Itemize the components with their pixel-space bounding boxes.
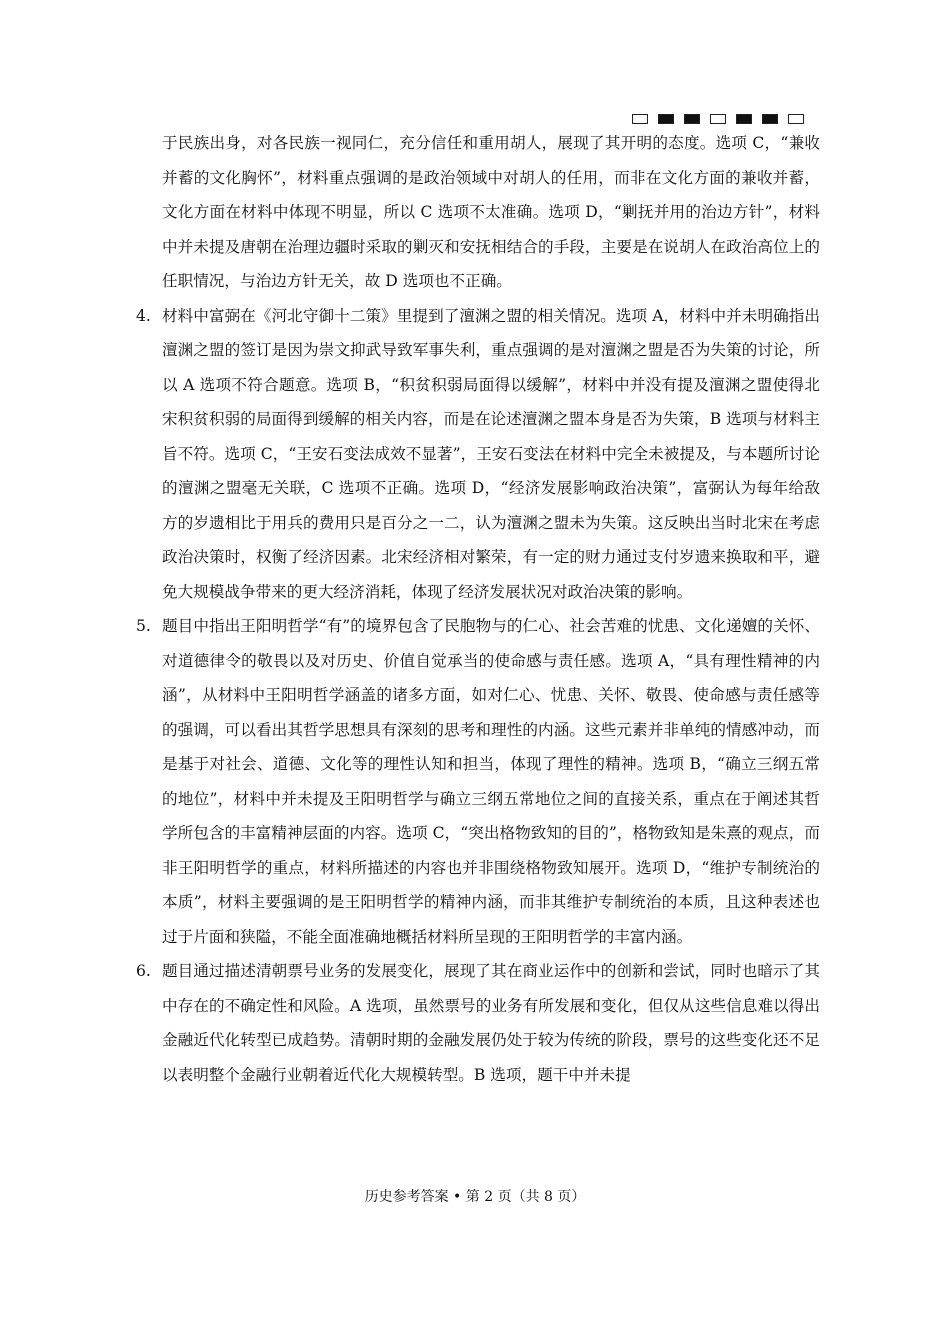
mark-filled-4 [762, 114, 778, 124]
item-number: 6. [136, 962, 151, 980]
answer-content [130, 126, 820, 1092]
mark-empty-3 [788, 114, 804, 124]
page-footer: 历史参考答案 • 第 2 页（共 8 页） [364, 1189, 586, 1205]
mark-filled-3 [736, 114, 752, 124]
item-text: 题目通过描述清朝票号业务的发展变化，展现了其在商业运作中的创新和尝试，同时也暗示了其中存在的不确定性和风险。A 选项，虽然票号的业务有所发展和变化，但仅从这些信息难以得出金融近代化转型已成趋势。清朝时期的金融发展仍处于较为传统的阶段，票号的这些变化还不足以表明整个金融行业朝着近代化大规模转型。B 选项，题干中并未提 [162, 962, 820, 1084]
answer-item-4 [130, 299, 820, 610]
answer-item-6 [130, 954, 820, 1092]
answer-item-5 [130, 609, 820, 954]
item-text: 题目中指出王阳明哲学“有”的境界包含了民胞物与的仁心、社会苦难的忧患、文化递嬗的关怀、对道德律令的敬畏以及对历史、价值自觉承当的使命感与责任感。选项 A，“具有理性精神的内涵”，从材料中王阳明哲学涵盖的诸多方面，如对仁心、忧患、关怀、敬畏、使命感与责任感等的强调，可以看出其哲学思想具有深刻的思考和理性的内涵。这些元素并非单纯的情感冲动，而是基于对社会、道德、文化等的理性认知和担当，体现了理性的精神。选项 B，“确立三纲五常的地位”，材料中并未提及王阳明哲学与确立三纲五常地位之间的直接关系，重点在于阐述其哲学所包含的丰富精神层面的内容。选项 C，“突出格物致知的目的”，格物致知是朱熹的观点，而非王阳明哲学的重点，材料所描述的内容也并非围绕格物致知展开。选项 D，“维护专制统治的本质”，材料主要强调的是王阳明哲学的精神内涵，而非其维护专制统治的本质，且这种表述也过于片面和狭隘，不能全面准确地概括材料所呈现的王阳明哲学的丰富内涵。 [162, 617, 820, 946]
mark-filled-1 [658, 114, 674, 124]
corner-marks [632, 114, 804, 124]
continued-paragraph: 于民族出身，对各民族一视同仁，充分信任和重用胡人，展现了其开明的态度。选项 C，“兼收并蓄的文化胸怀”，材料重点强调的是政治领域中对胡人的任用，而非在文化方面的兼收并蓄，文化方面在材料中体现不明显，所以 C 选项不太准确。选项 D，“剿抚并用的治边方针”，材料中并未提及唐朝在治理边疆时采取的剿灭和安抚相结合的手段，主要是在说胡人在政治高位上的任职情况，与治边方针无关，故 D 选项也不正确。 [162, 134, 820, 290]
item-number: 4. [136, 306, 151, 325]
mark-empty-1 [632, 114, 648, 124]
mark-filled-2 [684, 114, 700, 124]
mark-empty-2 [710, 114, 726, 124]
item-text: 材料中富弼在《河北守御十二策》里提到了澶渊之盟的相关情况。选项 A，材料中并未明确指出澶渊之盟的签订是因为崇文抑武导致军事失利，重点强调的是对澶渊之盟是否为失策的讨论，所以 A 选项不符合题意。选项 B，“积贫积弱局面得以缓解”，材料中并没有提及澶渊之盟使得北宋积贫积弱的局面得到缓解的相关内容，而是在论述澶渊之盟本身是否为失策，B 选项与材料主旨不符。选项 C，“王安石变法成效不显著”，王安石变法在材料中完全未被提及，与本题所讨论的澶渊之盟毫无关联，C 选项不正确。选项 D，“经济发展影响政治决策”，富弼认为每年给敌方的岁遗相比于用兵的费用只是百分之一二，认为澶渊之盟未为失策。这反映出当时北宋在考虑政治决策时，权衡了经济因素。北宋经济相对繁荣，有一定的财力通过支付岁遗来换取和平，避免大规模战争带来的更大经济消耗，体现了经济发展状况对政治决策的影响。 [162, 306, 820, 601]
item-number: 5. [136, 617, 151, 635]
